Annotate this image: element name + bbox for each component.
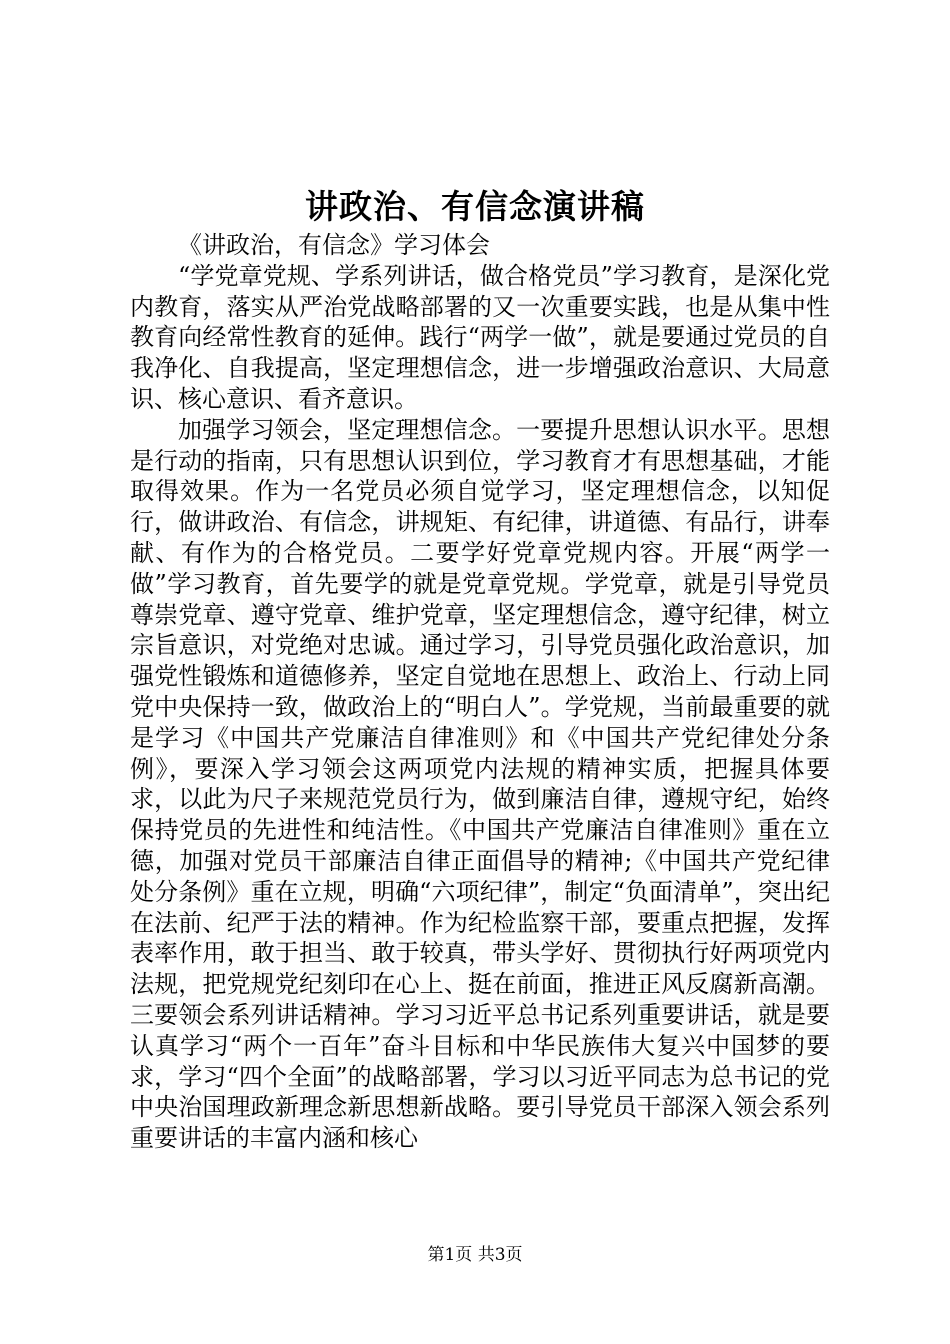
document-body — [130, 230, 830, 1154]
paragraph-main: 加强学习领会，坚定理想信念。一要提升思想认识水平。思想是行动的指南，只有思想认识到位，学习教育才有思想基础，才能取得效果。作为一名党员必须自觉学习，坚定理想信念，以知促行，做讲政治、有信念，讲规矩、有纪律，讲道德、有品行，讲奉献、有作为的合格党员。二要学好党章党规内容。开展“两学一做”学习教育，首先要学的就是党章党规。学党章，就是引导党员尊崇党章、遵守党章、维护党章，坚定理想信念，遵守纪律，树立宗旨意识，对党绝对忠诚。通过学习，引导党员强化政治意识，加强党性锻炼和道德修养，坚定自觉地在思想上、政治上、行动上同党中央保持一致，做政治上的“明白人”。学党规，当前最重要的就是学习《中国共产党廉洁自律准则》和《中国共产党纪律处分条例》，要深入学习领会这两项党内法规的精神实质，把握具体要求，以此为尺子来规范党员行为，做到廉洁自律，遵规守纪，始终保持党员的先进性和纯洁性。《中国共产党廉洁自律准则》重在立德，加强对党员干部廉洁自律正面倡导的精神;《中国共产党纪律处分条例》重在立规，明确“六项纪律”，制定“负面清单”，突出纪在法前、纪严于法的精神。作为纪检监察干部，要重点把握，发挥表率作用，敢于担当、敢于较真，带头学好、贯彻执行好两项党内法规，把党规党纪刻印在心上、挺在前面，推进正风反腐新高潮。三要领会系列讲话精神。学习习近平总书记系列重要讲话，就是要认真学习“两个一百年”奋斗目标和中华民族伟大复兴中国梦的要求，学习“四个全面”的战略部署，学习以习近平同志为总书记的党中央治国理政新理念新思想新战略。要引导党员干部深入领会系列重要讲话的丰富内涵和核心 — [130, 415, 830, 1153]
paragraph-intro: “学党章党规、学系列讲话，做合格党员”学习教育，是深化党内教育，落实从严治党战略部署的又一次重要实践，也是从集中性教育向经常性教育的延伸。践行“两学一做”，就是要通过党员的自我净化、自我提高，坚定理想信念，进一步增强政治意识、大局意识、核心意识、看齐意识。 — [130, 261, 830, 413]
document-title: 讲政治、有信念演讲稿 — [305, 187, 645, 226]
paragraph-subtitle: 《讲政治，有信念》学习体会 — [178, 231, 490, 259]
page-number-footer: 第1页 共3页 — [427, 1245, 523, 1265]
